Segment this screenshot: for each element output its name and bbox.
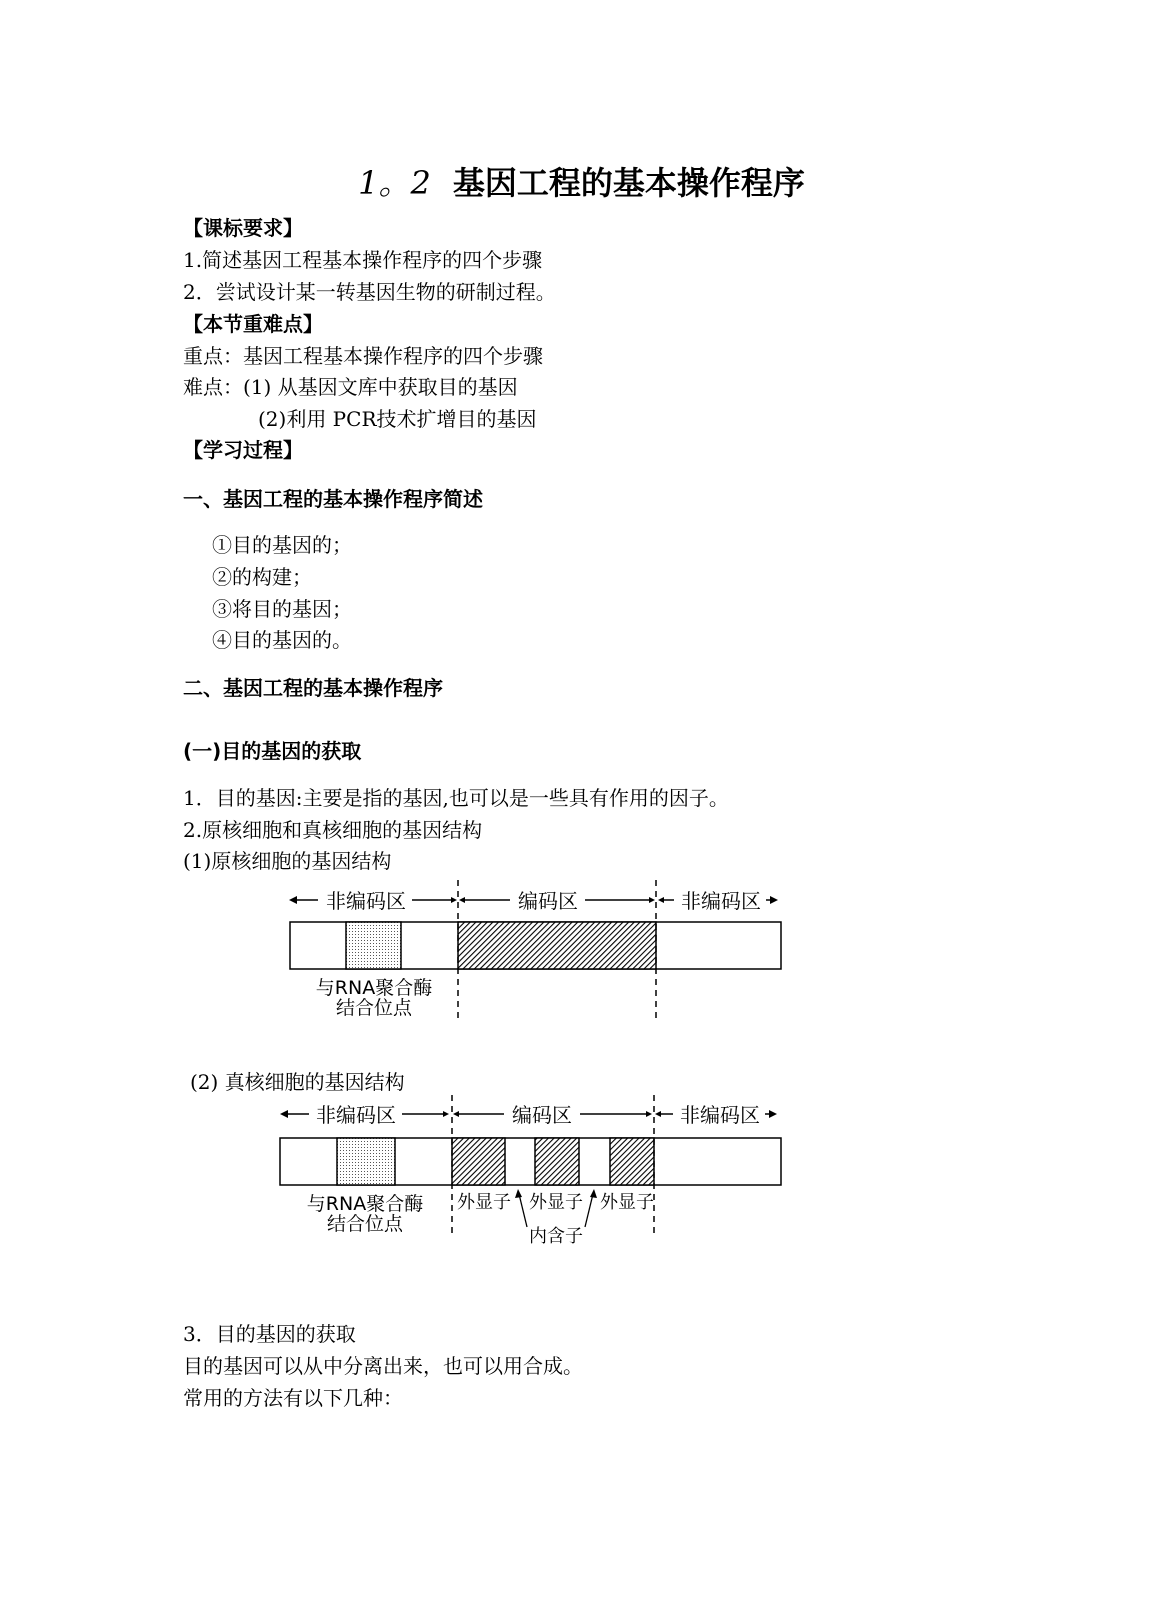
focus-line: 重点：基因工程基本操作程序的四个步骤: [183, 344, 543, 368]
d1-binding-site-label-1: 与RNA聚合酶: [315, 977, 433, 999]
d1-coding-block: [458, 922, 656, 969]
d2-exon-block-3: [610, 1138, 654, 1185]
d1-right-noncoding-label: 非编码区: [681, 889, 761, 913]
title-text: 基因工程的基本操作程序: [452, 164, 805, 202]
d1-coding-arrow: [459, 897, 655, 903]
d2-left-noncoding-label: 非编码区: [316, 1103, 396, 1127]
d2-intron-label: 内含子: [529, 1226, 583, 1247]
d2-exon-block-2: [535, 1138, 579, 1185]
acquisition-source: 目的基因可以从中分离出来，也可以用合成。: [183, 1354, 583, 1378]
d2-intron-pointer-left: [515, 1189, 527, 1227]
standards-heading: 【课标要求】: [183, 216, 303, 240]
d1-left-noncoding-label: 非编码区: [326, 889, 406, 913]
page-title: [0, 158, 1163, 204]
key-points-heading: 【本节重难点】: [183, 312, 323, 336]
d2-right-noncoding-label: 非编码区: [680, 1103, 760, 1127]
d2-left-noncoding-arrow: [280, 1110, 449, 1118]
target-gene-definition: 1．目的基因:主要是指的基因,也可以是一些具有作用的因子。: [183, 786, 729, 810]
d1-binding-site-label-2: 结合位点: [335, 997, 413, 1019]
eukaryote-structure-title: (2) 真核细胞的基因结构: [190, 1070, 405, 1094]
d2-exon-label-2: 外显子: [529, 1192, 583, 1213]
standards-item-2: 2．尝试设计某一转基因生物的研制过程。: [183, 280, 556, 304]
d2-intron-pointer-right: [585, 1189, 597, 1227]
section2-heading: 二、基因工程的基本操作程序: [183, 676, 443, 700]
d2-exon-label-3: 外显子: [600, 1192, 654, 1213]
d2-right-noncoding-arrow: [655, 1110, 777, 1118]
d2-binding-site-block: [337, 1138, 395, 1185]
d2-exon-block-1: [452, 1138, 505, 1185]
d2-binding-site-label-1: 与RNA聚合酶: [306, 1193, 424, 1215]
acquisition-title: 3．目的基因的获取: [183, 1322, 356, 1346]
d2-coding-label: 编码区: [512, 1103, 572, 1127]
d2-gene-bar: [280, 1138, 781, 1185]
process-heading: 【学习过程】: [183, 438, 303, 462]
gene-structure-title: 2.原核细胞和真核细胞的基因结构: [183, 818, 483, 842]
d2-coding-arrow: [453, 1111, 652, 1117]
d1-binding-site-block: [346, 922, 401, 969]
standards-item-1: 1.简述基因工程基本操作程序的四个步骤: [183, 248, 543, 272]
d1-right-noncoding-arrow: [658, 896, 778, 904]
d1-gene-bar: [290, 922, 781, 969]
d2-exon-label-1: 外显子: [457, 1192, 511, 1213]
d1-left-noncoding-arrow: [289, 896, 457, 904]
difficulty-line-2: (2)利用 PCR技术扩增目的基因: [258, 407, 537, 431]
step-2: ②的构建；: [212, 565, 312, 589]
d1-coding-label: 编码区: [518, 889, 578, 913]
step-4: ④目的基因的。: [212, 628, 352, 652]
d2-binding-site-label-2: 结合位点: [326, 1213, 404, 1235]
difficulty-line-1: 难点：(1) 从基因文库中获取目的基因: [183, 375, 518, 399]
title-number: 1。2: [358, 164, 431, 202]
subsection1-heading: (一)目的基因的获取: [183, 739, 362, 763]
step-1: ①目的基因的；: [212, 533, 352, 557]
acquisition-methods: 常用的方法有以下几种：: [183, 1386, 403, 1410]
step-3: ③将目的基因；: [212, 597, 352, 621]
prokaryote-structure-title: (1)原核细胞的基因结构: [183, 849, 392, 873]
section1-heading: 一、基因工程的基本操作程序简述: [183, 487, 483, 511]
